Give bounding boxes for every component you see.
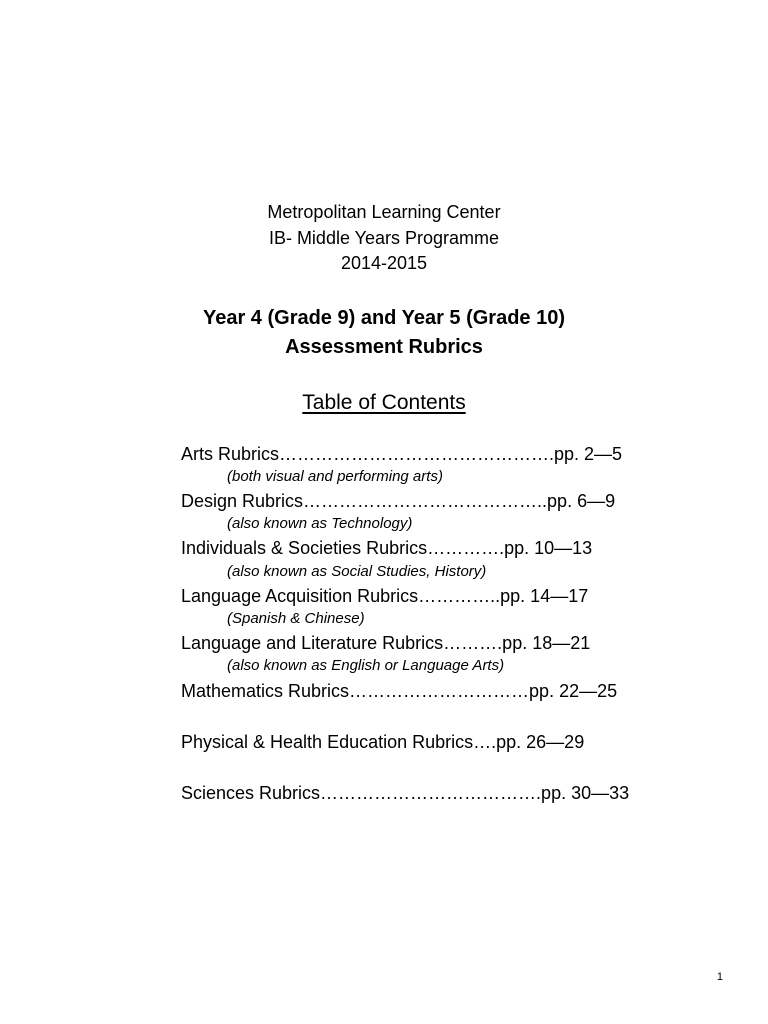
toc-note-arts: (both visual and performing arts) — [227, 468, 443, 485]
toc-entry-language-acquisition: Language Acquisition Rubrics…………..pp. 14—17 — [181, 586, 589, 606]
toc-entry-mathematics: Mathematics Rubrics…………………………pp. 22—25 — [181, 681, 618, 701]
toc-entry-arts: Arts Rubrics……………………………………….pp. 2—5 — [181, 444, 623, 464]
document-title-line-2: Assessment Rubrics — [285, 336, 483, 358]
toc-note-individuals-societies: (also known as Social Studies, History) — [227, 563, 487, 580]
toc-note-design: (also known as Technology) — [227, 515, 413, 532]
page-number: 1 — [716, 971, 723, 983]
toc-entry-design: Design Rubrics…………………………………..pp. 6—9 — [181, 491, 616, 511]
toc-entry-language-literature: Language and Literature Rubrics……….pp. 18—21 — [181, 633, 591, 653]
programme-name: IB- Middle Years Programme — [268, 228, 500, 248]
toc-note-language-literature: (also known as English or Language Arts) — [227, 657, 505, 674]
document-title-line-1: Year 4 (Grade 9) and Year 5 (Grade 10) — [202, 307, 566, 329]
school-name: Metropolitan Learning Center — [267, 202, 501, 222]
toc-entry-physical-health: Physical & Health Education Rubrics….pp. 26—29 — [181, 732, 585, 752]
toc-heading: Table of Contents — [302, 391, 466, 414]
school-year: 2014-2015 — [340, 253, 428, 273]
toc-entry-individuals-societies: Individuals & Societies Rubrics………….pp. 10—13 — [181, 538, 593, 558]
toc-note-language-acquisition: (Spanish & Chinese) — [227, 610, 365, 627]
toc-entry-sciences: Sciences Rubrics……………………………….pp. 30—33 — [181, 783, 630, 803]
